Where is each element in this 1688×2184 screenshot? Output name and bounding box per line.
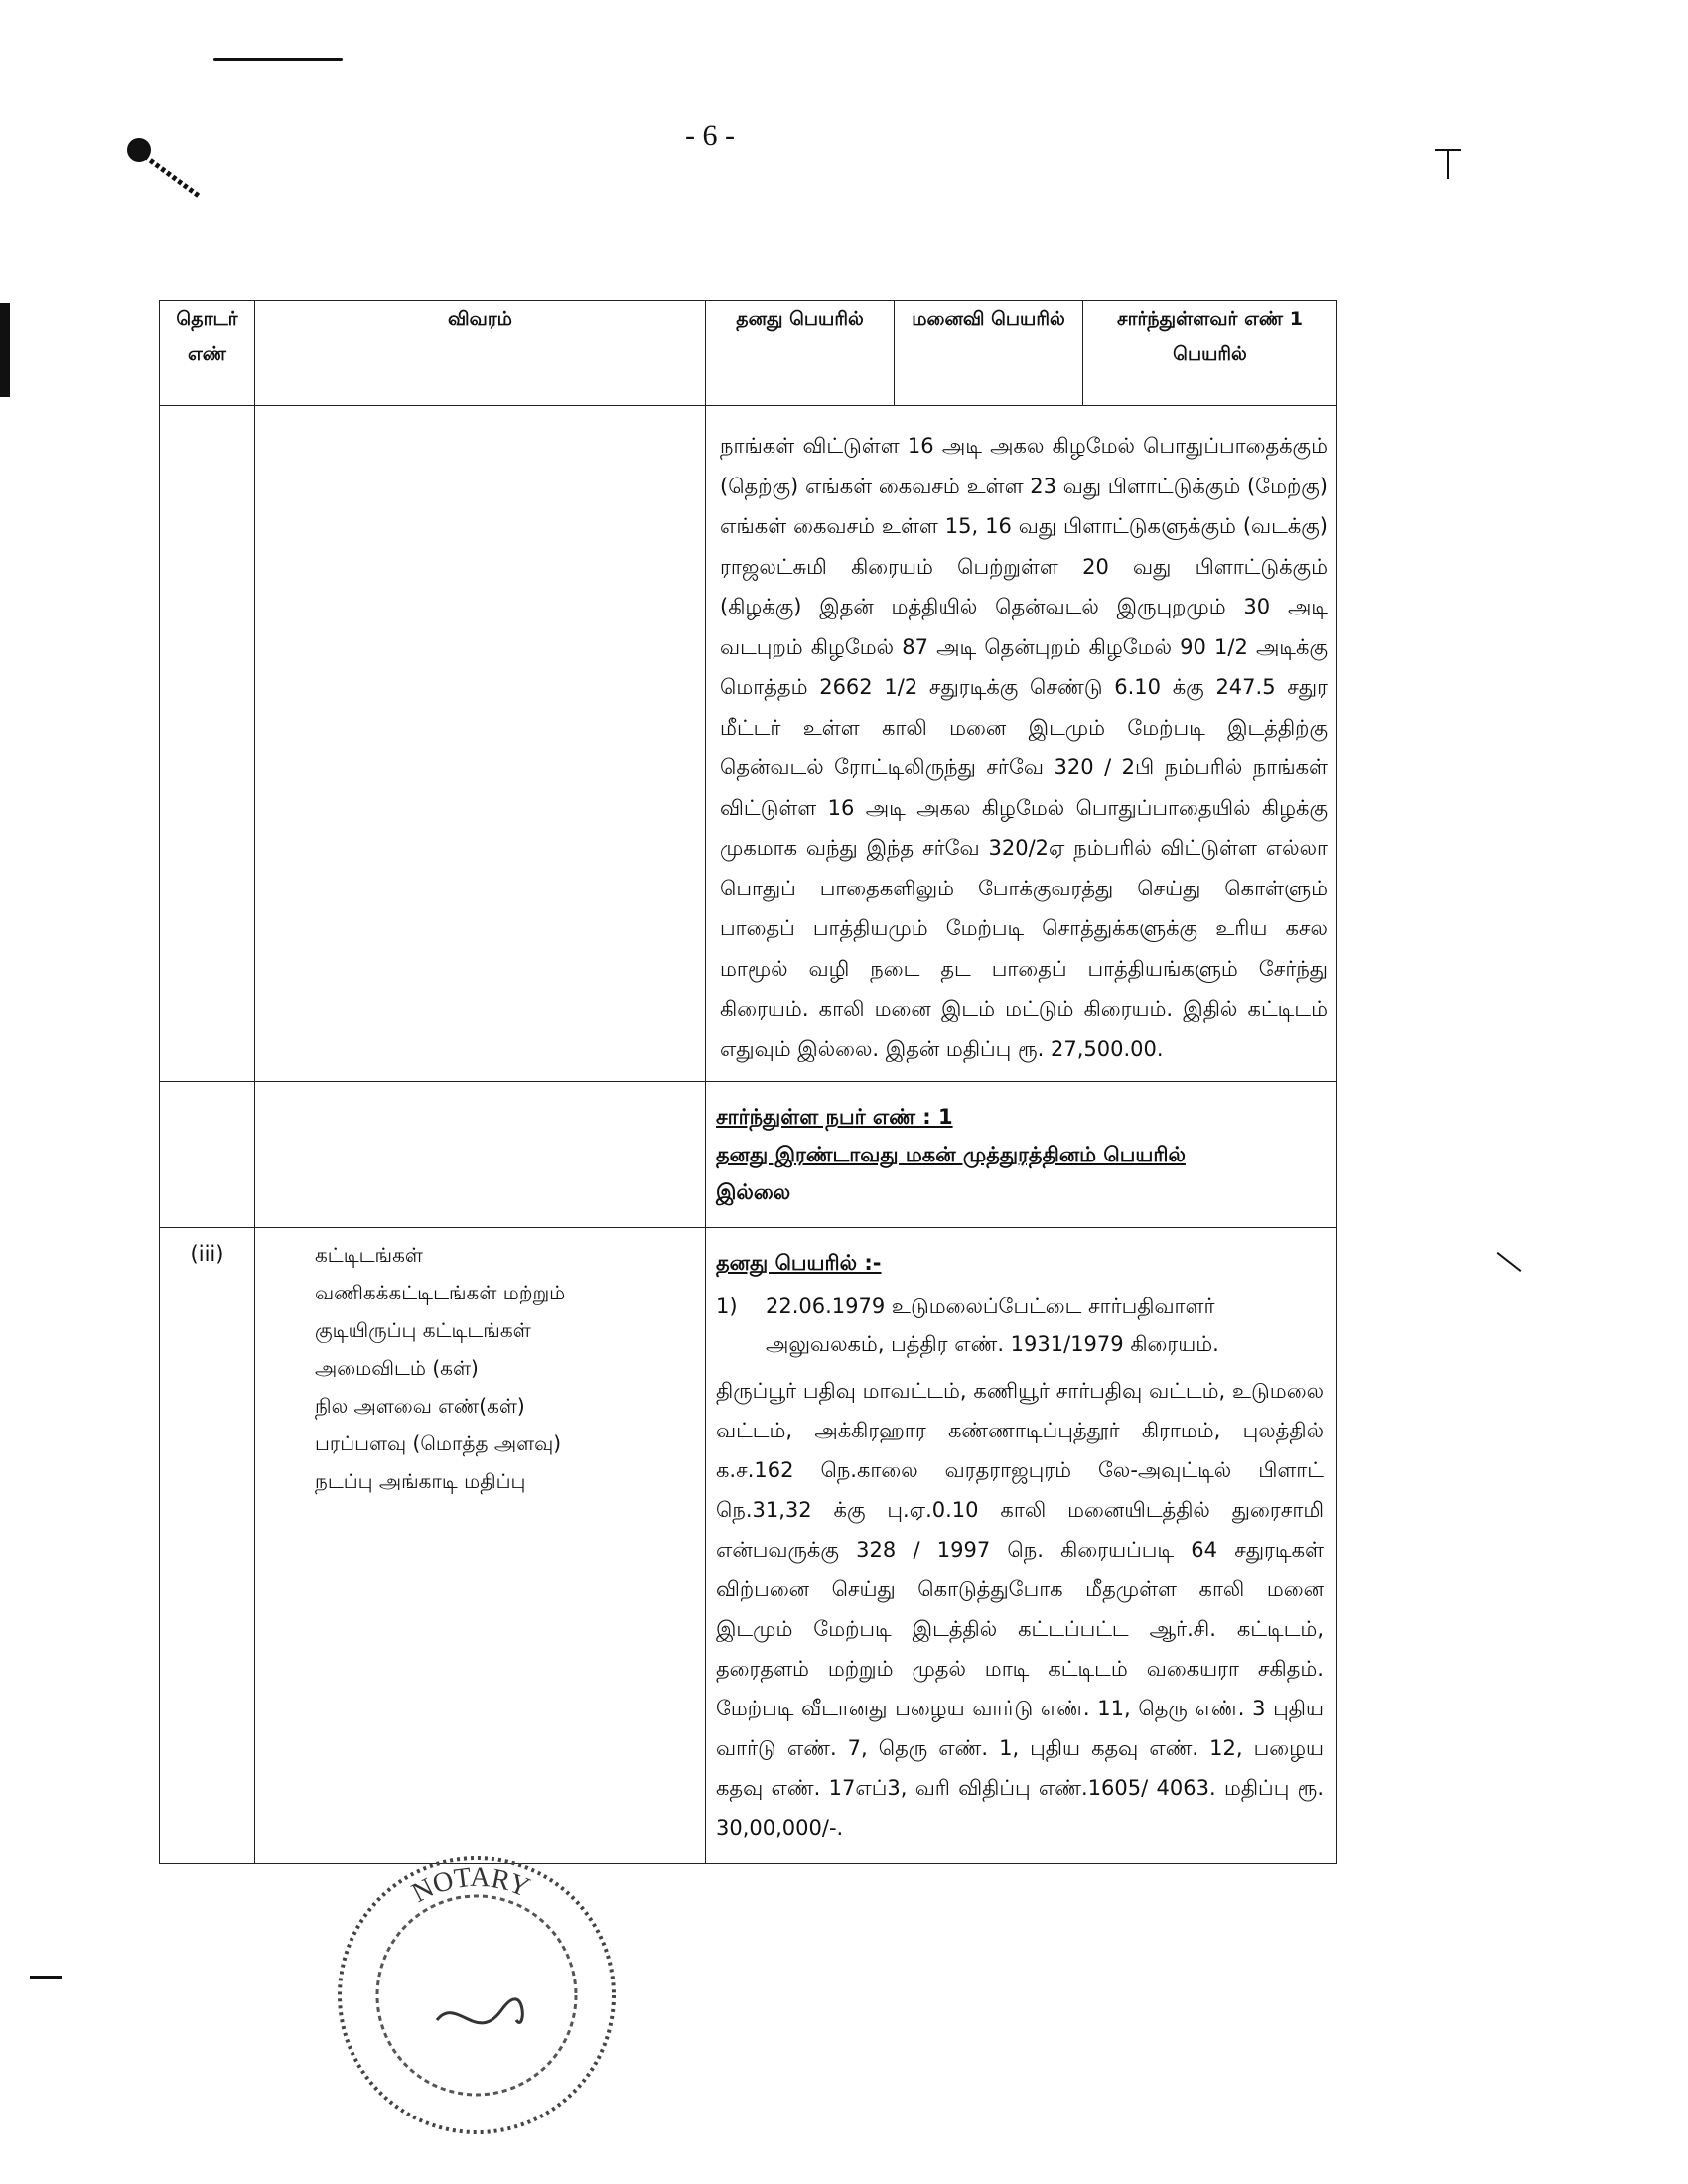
label-line: பரப்பளவு (மொத்த அளவு)	[315, 1432, 562, 1455]
label-line: கட்டிடங்கள்	[315, 1243, 423, 1267]
header-spouse-name: மனைவி பெயரில்	[895, 301, 1083, 406]
self-heading: தனது பெயரில் :-	[716, 1251, 882, 1275]
table-cell	[255, 1228, 706, 1864]
header-self-name: தனது பெயரில்	[706, 301, 895, 406]
table-cell	[160, 1082, 255, 1228]
header-details: விவரம்	[255, 301, 706, 406]
building-description: திருப்பூர் பதிவு மாவட்டம், கணியூர் சார்பதிவு வட்டம், உடுமலை வட்டம், அக்கிரஹார கண்ணாடிப்புத்தூர் கிராமம், புலத்தில் க.ச.162 நெ.காலை வரதராஜபுரம் லே-அவுட்டில் பிளாட் நெ.31,32 க்கு பு.ஏ.0.10 காலி மனையிடத்தில் துரைசாமி என்பவருக்கு 328 / 1997 நெ. கிரையப்படி 64 சதுரடிகள் விற்பனை செய்து கொடுத்துபோக மீதமுள்ள காலி மனை இடமும் மேற்படி இடத்தில் கட்டப்பட்ட ஆர்.சி. கட்டிடம், தரைதளம் மற்றும் முதல் மாடி கட்டிடம் வகையரா சகிதம். மேற்படி வீடானது பழைய வார்டு எண். 11, தெரு எண். 3 புதிய வார்டு எண். 7, தெரு எண். 1, புதிய கதவு எண். 12, பழைய கதவு எண். 17எப்3, வரி விதிப்பு எண்.1605/ 4063. மதிப்பு ரூ. 30,00,000/-.	[716, 1379, 1324, 1840]
label-line: வணிகக்கட்டிடங்கள் மற்றும்	[315, 1281, 566, 1304]
table-row	[160, 406, 1337, 1082]
building-labels	[255, 1228, 705, 1508]
table-cell	[706, 1082, 1337, 1228]
margin-dash	[30, 1976, 62, 1979]
entry-number: 1)	[716, 1295, 738, 1318]
label-line: அமைவிடம் (கள்)	[315, 1356, 479, 1380]
dependent-heading: சார்ந்துள்ள நபர் எண் : 1	[716, 1105, 953, 1129]
property-description: நாங்கள் விட்டுள்ள 16 அடி அகல கிழமேல் பொதுப்பாதைக்கும் (தெற்கு) எங்கள் கைவசம் உள்ள 23 வது பிளாட்டுக்கும் (மேற்கு) எங்கள் கைவசம் உள்ள 15, 16 வது பிளாட்டுகளுக்கும் (வடக்கு) ராஜலட்சுமி கிரையம் பெற்றுள்ள 20 வது பிளாட்டுக்கும் (கிழக்கு) இதன் மத்தியில் தென்வடல் இருபுறமும் 30 அடி வடபுறம் கிழமேல் 87 அடி தென்புறம் கிழமேல் 90 1/2 அடிக்கு மொத்தம் 2662 1/2 சதுரடிக்கு செண்டு 6.10 க்கு 247.5 சதுர மீட்டர் உள்ள காலி மனை இடமும் மேற்படி இடத்திற்கு தென்வடல் ரோட்டிலிருந்து சர்வே 320 / 2பி நம்பரில் நாங்கள் விட்டுள்ள 16 அடி அகல கிழமேல் பொதுப்பாதையில் கிழக்கு முகமாக வந்து இந்த சர்வே 320/2ஏ நம்பரில் விட்டுள்ள எல்லா பொதுப் பாதைகளிலும் போக்குவரத்து செய்து கொள்ளும் பாதைப் பாத்தியமும் மேற்படி சொத்துக்களுக்கு உரிய கசல மாமூல் வழி நடை தட பாதைப் பாத்தியங்களும் சேர்ந்து கிரையம். காலி மனை இடம் மட்டும் கிரையம். இதில் கட்டிடம் எதுவும் இல்லை. இதன் மதிப்பு ரூ. 27,500.00.	[720, 434, 1328, 1061]
table-row	[160, 1082, 1337, 1228]
page-number: - 6 -	[685, 119, 735, 152]
table-cell	[706, 1228, 1337, 1864]
asset-table	[159, 300, 1337, 1864]
table-header-row	[160, 301, 1337, 406]
table-cell	[255, 406, 706, 1082]
table-cell	[706, 406, 1337, 1082]
dependent-subheading: தனது இரண்டாவது மகன் முத்துரத்தினம் பெயரில்	[716, 1143, 1186, 1166]
list-item	[716, 1288, 1324, 1363]
serial-number: (iii)	[190, 1242, 224, 1266]
header-dependent-1: சார்ந்துள்ளவர் எண் 1 பெயரில்	[1083, 301, 1337, 406]
table-row	[160, 1228, 1337, 1864]
pin-mark-icon	[119, 134, 209, 204]
notary-seal	[328, 1846, 626, 2144]
table-cell	[255, 1082, 706, 1228]
margin-tick	[1497, 1252, 1522, 1272]
label-line: நடப்பு அங்காடி மதிப்பு	[315, 1469, 526, 1493]
label-line: நில அளவை எண்(கள்)	[315, 1394, 525, 1418]
corner-mark-stem	[1447, 149, 1449, 179]
table-cell	[160, 1228, 255, 1864]
entry-text: 22.06.1979 உடுமலைப்பேட்டை சார்பதிவாளர் அலுவலகம், பத்திர எண். 1931/1979 கிரையம்.	[766, 1295, 1219, 1356]
margin-bar	[0, 303, 10, 397]
table-cell	[160, 406, 255, 1082]
pen-scratch-top	[213, 58, 343, 61]
label-line: குடியிருப்பு கட்டிடங்கள்	[315, 1318, 531, 1342]
dependent-value: இல்லை	[716, 1180, 791, 1204]
header-serial: தொடர் எண்	[160, 301, 255, 406]
seal-text: NOTARY	[406, 1861, 534, 1909]
